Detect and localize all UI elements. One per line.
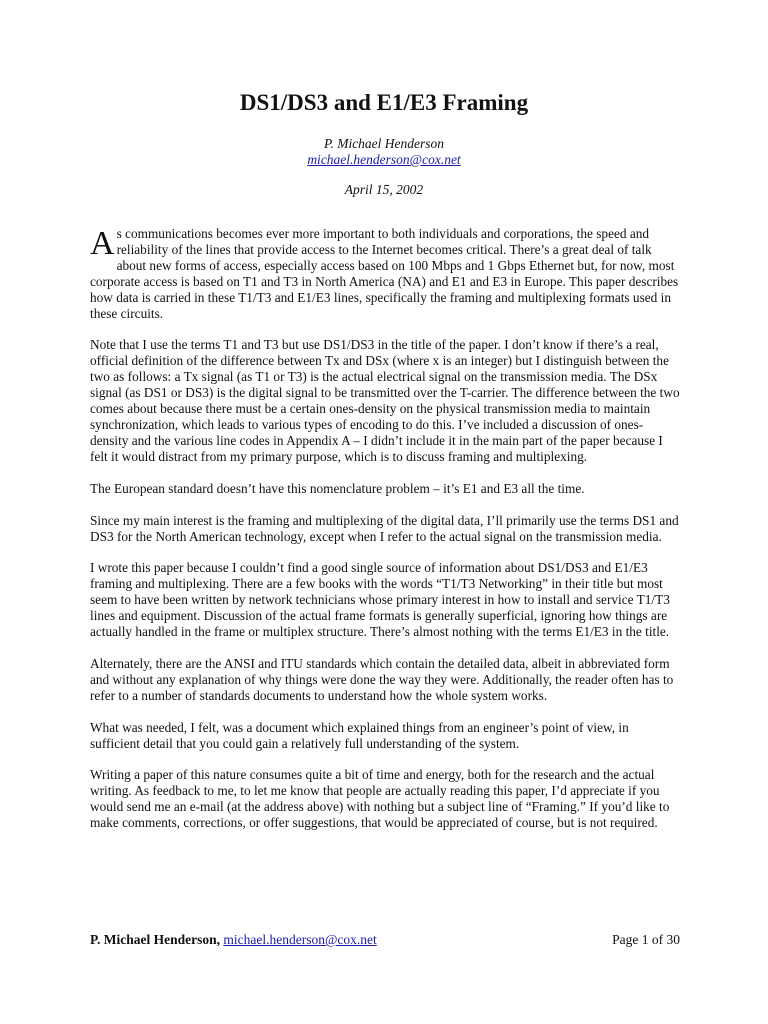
document-body bbox=[90, 226, 680, 847]
paragraph-6: Alternately, there are the ANSI and ITU standards which contain the detailed data, albeit in abbreviated form and without any explanation of why things were done the way they were. Additionally, the reader often has to refer to a number of standards documents to understand how the whole system works. bbox=[90, 655, 674, 703]
paragraph-4: Since my main interest is the framing and multiplexing of the digital data, I’ll primarily use the terms DS1 and DS3 for the North American technology, except when I refer to the actual signal on the transmission media. bbox=[90, 512, 679, 544]
author-block bbox=[0, 136, 768, 168]
author-email-link[interactable]: michael.henderson@cox.net bbox=[307, 152, 461, 167]
drop-cap: A bbox=[90, 225, 115, 262]
footer-email-link[interactable]: michael.henderson@cox.net bbox=[223, 932, 377, 947]
paragraph-7: What was needed, I felt, was a document which explained things from an engineer’s point of view, in sufficient detail that you could gain a relatively full understanding of the system. bbox=[90, 719, 629, 751]
document-date: April 15, 2002 bbox=[344, 182, 424, 197]
author-name: P. Michael Henderson bbox=[323, 136, 445, 151]
paragraph-5: I wrote this paper because I couldn’t find a good single source of information about DS1/DS3 and E1/E3 framing and multiplexing. There are a few books with the words “T1/T3 Networking” in their title but most seem to have been written by network technicians whose primary interest in how to install and service T1/T3 lines and equipment. Discussion of the actual frame formats is generally superficial, ignoring how things are actually handled in the frame or multiplex structure. There’s almost nothing with the terms E1/E3 in the title. bbox=[90, 560, 670, 640]
footer-author: P. Michael Henderson, bbox=[90, 932, 220, 947]
paragraph-3: The European standard doesn’t have this nomenclature problem – it’s E1 and E3 all the time. bbox=[90, 480, 585, 496]
paragraph-2: Note that I use the terms T1 and T3 but use DS1/DS3 in the title of the paper. I don’t know if there’s a real, official definition of the difference between Tx and DSx (where x is an integer) but I distinguish between the two as follows: a Tx signal (as T1 or T3) is the actual electrical signal on the transmission media. The DSx signal (as DS1 or DS3) is the digital signal to be transmitted over the T-carrier. The difference between the two comes about because there must be a certain ones-density on the physical transmission media to maintain synchronization, which leads to various types of encoding to do this. I’ve included a discussion of ones-density and the various line codes in Appendix A – I didn’t include it in the main part of the paper because I felt it would distract from my primary purpose, which is to discuss framing and multiplexing. bbox=[90, 337, 680, 464]
page-number: Page 1 of 30 bbox=[612, 932, 680, 947]
paragraph-1 bbox=[90, 226, 680, 321]
paragraph-8: Writing a paper of this nature consumes quite a bit of time and energy, both for the research and the actual writing. As feedback to me, to let me know that people are actually reading this paper, I’d appreciate if you would send me an e-mail (at the address above) with nothing but a subject line of “Framing.” If you’d like to make comments, corrections, or offer suggestions, that would be appreciated of course, but is not required. bbox=[90, 767, 670, 831]
paragraph-1-text: s communications becomes ever more important to both individuals and corporations, the speed and reliability of the lines that provide access to the Internet becomes critical. There’s a great deal of talk about new forms of access, especially access based on 100 Mbps and 1 Gbps Ethernet but, for now, most corporate access is based on T1 and T3 in North America (NA) and E1 and E3 in Europe. This paper describes how data is carried in these T1/T3 and E1/E3 lines, specifically the framing and multiplexing formats used in these circuits. bbox=[90, 226, 679, 321]
page-footer bbox=[90, 932, 680, 948]
document-title: DS1/DS3 and E1/E3 Framing bbox=[239, 90, 529, 115]
